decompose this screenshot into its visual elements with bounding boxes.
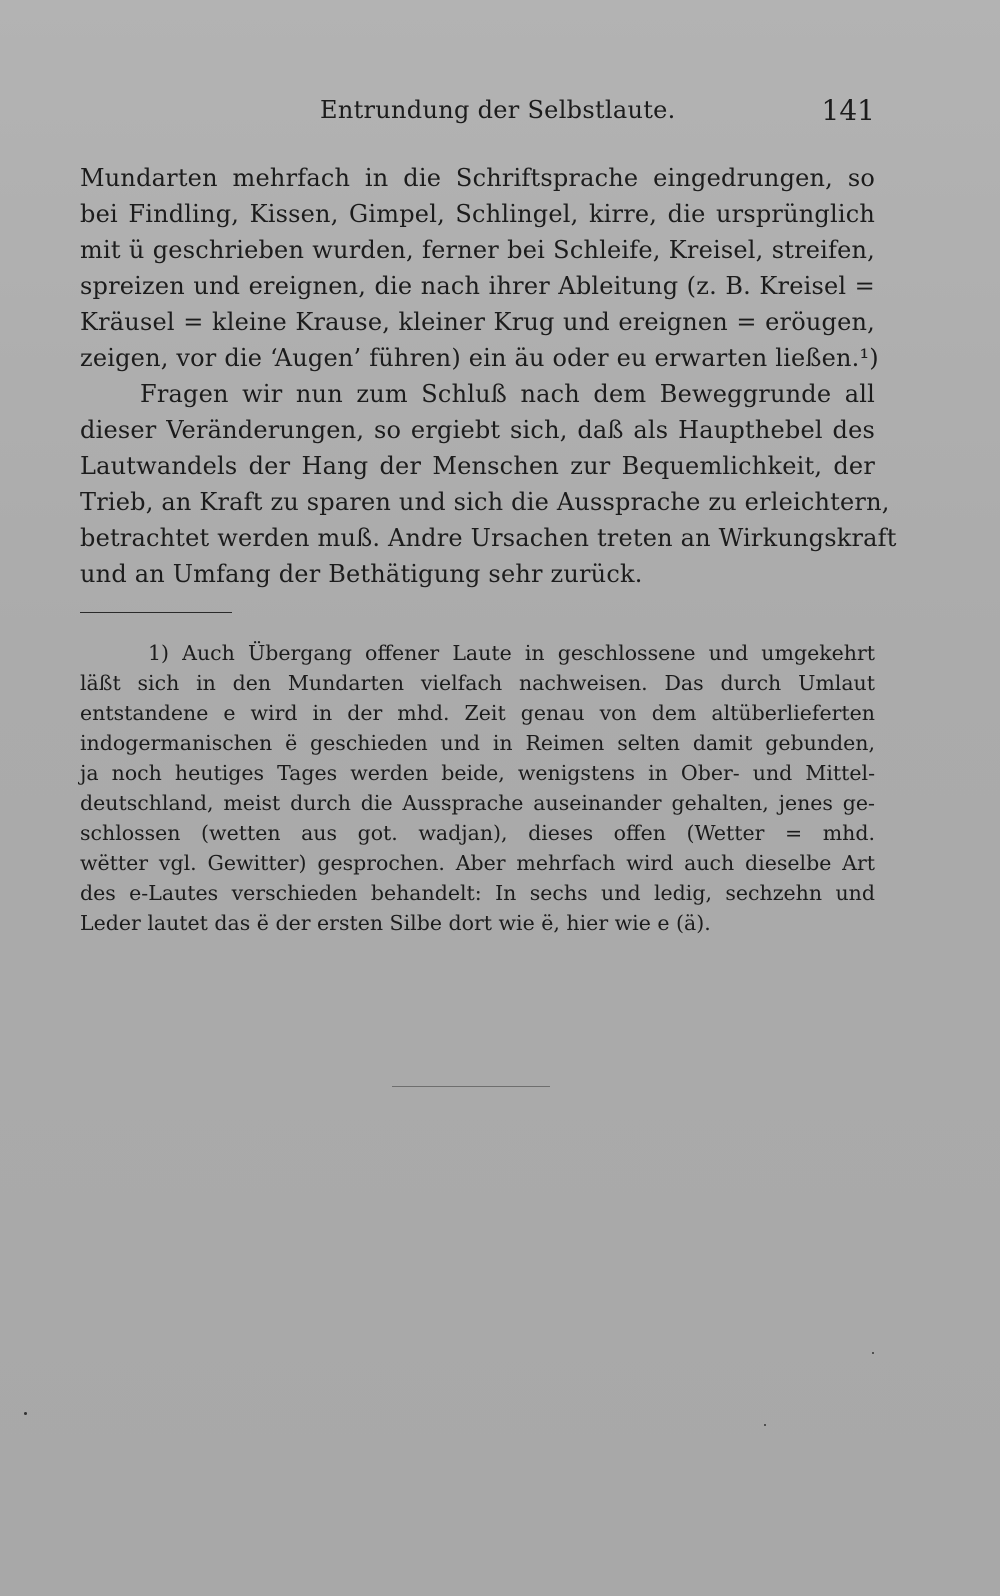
paper-speck	[24, 1412, 27, 1415]
footnote-line: Leder lautet das ë der ersten Silbe dort wie ë, hier wie e (ä).	[80, 911, 711, 935]
text-line: bei Findling, Kissen, Gimpel, Schlingel, kirre, die ursprünglich	[80, 200, 875, 228]
text-line: mit ü geschrieben wurden, ferner bei Schleife, Kreisel, streifen,	[80, 236, 875, 264]
footnote-line: indogermanischen ë geschieden und in Reimen selten damit gebunden,	[80, 731, 875, 755]
text-line: zeigen, vor die ‘Augen’ führen) ein äu oder eu erwarten ließen.¹)	[80, 344, 879, 372]
page-number: 141	[821, 94, 875, 127]
main-text	[80, 160, 897, 592]
running-title: Entrundung der Selbstlaute.	[320, 96, 676, 124]
text-line: dieser Veränderungen, so ergiebt sich, daß als Haupthebel des	[80, 416, 875, 444]
footnote-line: deutschland, meist durch die Aussprache auseinander gehalten, jenes ge-	[80, 791, 875, 815]
text-line: Trieb, an Kraft zu sparen und sich die Aussprache zu erleichtern,	[80, 488, 890, 516]
paper-speck	[872, 1352, 874, 1354]
footnote-line: wëtter vgl. Gewitter) gesprochen. Aber mehrfach wird auch dieselbe Art	[80, 851, 875, 875]
footnote-line: schlossen (wetten aus got. wadjan), dieses offen (Wetter = mhd.	[80, 821, 875, 845]
page-header	[80, 96, 875, 136]
show-through-rule	[392, 1086, 550, 1087]
footnote	[80, 638, 875, 938]
text-line: Lautwandels der Hang der Menschen zur Bequemlichkeit, der	[80, 452, 875, 480]
footnote-line: 1) Auch Übergang offener Laute in geschlossene und umgekehrt	[148, 641, 875, 665]
text-line: Kräusel = kleine Krause, kleiner Krug und ereignen = eröugen,	[80, 308, 875, 336]
footnote-line: läßt sich in den Mundarten vielfach nachweisen. Das durch Umlaut	[80, 671, 875, 695]
text-line: betrachtet werden muß. Andre Ursachen treten an Wirkungskraft	[80, 524, 897, 552]
footnote-line: entstandene e wird in der mhd. Zeit genau von dem altüberlieferten	[80, 701, 875, 725]
text-line: Mundarten mehrfach in die Schriftsprache eingedrungen, so	[80, 164, 875, 192]
paper-speck	[764, 1424, 766, 1426]
text-line: Fragen wir nun zum Schluß nach dem Beweggrunde all	[140, 380, 875, 408]
text-line: und an Umfang der Bethätigung sehr zurück.	[80, 560, 643, 588]
footnote-line: des e-Lautes verschieden behandelt: In sechs und ledig, sechzehn und	[80, 881, 875, 905]
footnote-rule	[80, 612, 232, 613]
text-line: spreizen und ereignen, die nach ihrer Ableitung (z. B. Kreisel =	[80, 272, 875, 300]
footnote-line: ja noch heutiges Tages werden beide, wenigstens in Ober- und Mittel-	[80, 761, 875, 785]
